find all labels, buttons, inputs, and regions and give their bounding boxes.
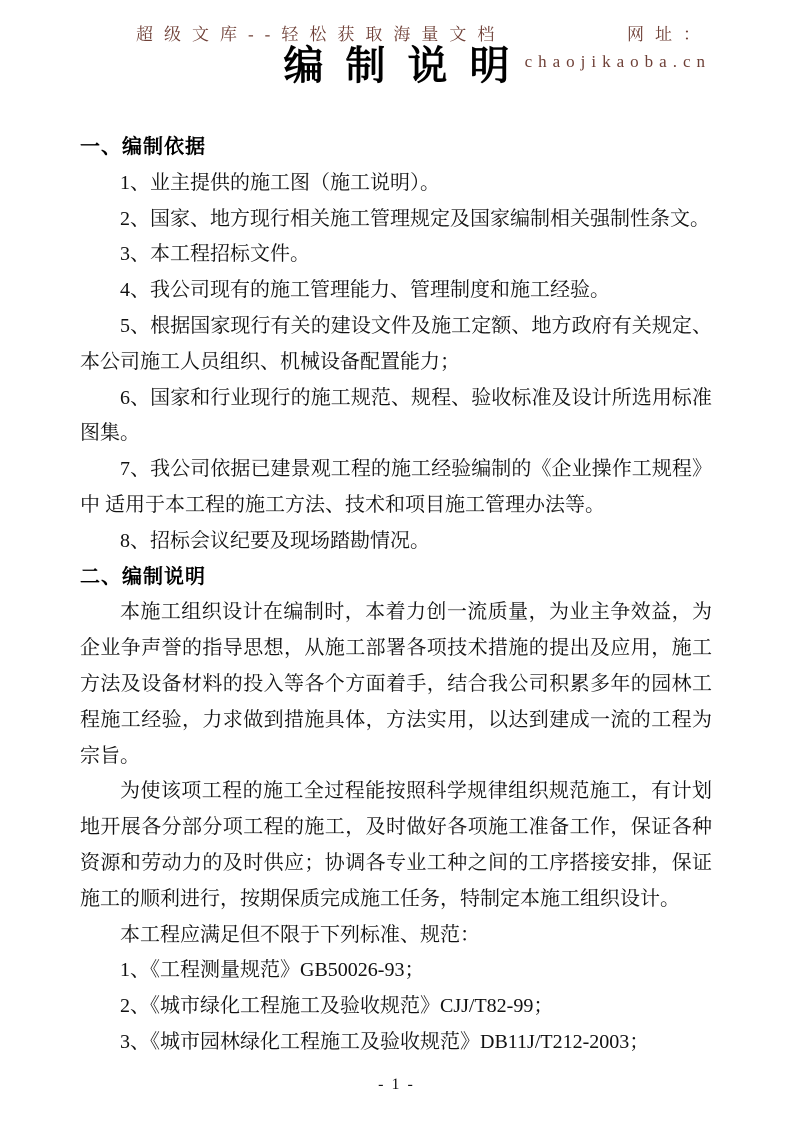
paragraph-basis-5: 5、根据国家现行有关的建设文件及施工定额、地方政府有关规定、 本公司施工人员组织、机械设备配置能力；	[80, 314, 712, 373]
paragraph-basis-4: 4、我公司现有的施工管理能力、管理制度和施工经验。	[120, 279, 610, 302]
paragraph-standard-3: 3、《城市园林绿化工程施工及验收规范》DB11J/T212-2003；	[120, 1030, 650, 1053]
header-line-1	[136, 20, 711, 45]
page-number: - 1 -	[378, 1076, 415, 1093]
header	[0, 20, 793, 72]
header-url: chaojikaoba.cn	[524, 52, 711, 71]
document-title: 编制说明	[283, 43, 532, 88]
paragraph-standard-1: 1、《工程测量规范》GB50026-93；	[120, 959, 425, 982]
paragraph-notes-1: 本施工组织设计在编制时，本着力创一流质量，为业主争效益，为企业争声誉的指导思想，从施工部署各项技术措施的提出及应用，施工方法及设备材料的投入等各个方面着手，结合我公司积累多年的园林工程施工经验，力求做到措施具体，方法实用，以达到建成一流的工程为宗旨。	[80, 601, 712, 767]
section-1-heading: 一、编制依据	[80, 136, 206, 158]
header-line-2	[136, 52, 711, 72]
paragraph-basis-1: 1、业主提供的施工图（施工说明）。	[120, 171, 440, 194]
paragraph-basis-6: 6、国家和行业现行的施工规范、规程、验收标准及设计所选用标准图集。	[80, 386, 712, 445]
section-2-heading: 二、编制说明	[80, 565, 206, 588]
paragraph-basis-2: 2、国家、地方现行相关施工管理规定及国家编制相关强制性条文。	[120, 207, 710, 230]
header-brand-text: 超级文库--轻松获取海量文档	[136, 25, 506, 44]
paragraph-notes-2: 为使该项工程的施工全过程能按照科学规律组织规范施工，有计划地开展各分部分项工程的施工，及时做好各项施工准备工作，保证各种资源和劳动力的及时供应；协调各专业工种之间的工序搭接安排，保证施工的顺利进行，按期保质完成施工任务，特制定本施工组织设计。	[80, 780, 712, 910]
paragraph-basis-3: 3、本工程招标文件。	[120, 243, 310, 266]
document-body	[0, 130, 793, 1061]
paragraph-standard-2: 2、《城市绿化工程施工及验收规范》CJJ/T82-99；	[120, 995, 554, 1018]
paragraph-basis-8: 8、招标会议纪要及现场踏勘情况。	[120, 529, 430, 552]
paragraph-basis-7: 7、我公司依据已建景观工程的施工经验编制的《企业操作工规程》中 适用于本工程的施工方法、技术和项目施工管理办法等。	[80, 458, 712, 516]
header-url-label: 网址：	[627, 25, 711, 44]
page-footer	[0, 1076, 793, 1094]
paragraph-notes-3: 本工程应满足但不限于下列标准、规范：	[120, 923, 480, 946]
